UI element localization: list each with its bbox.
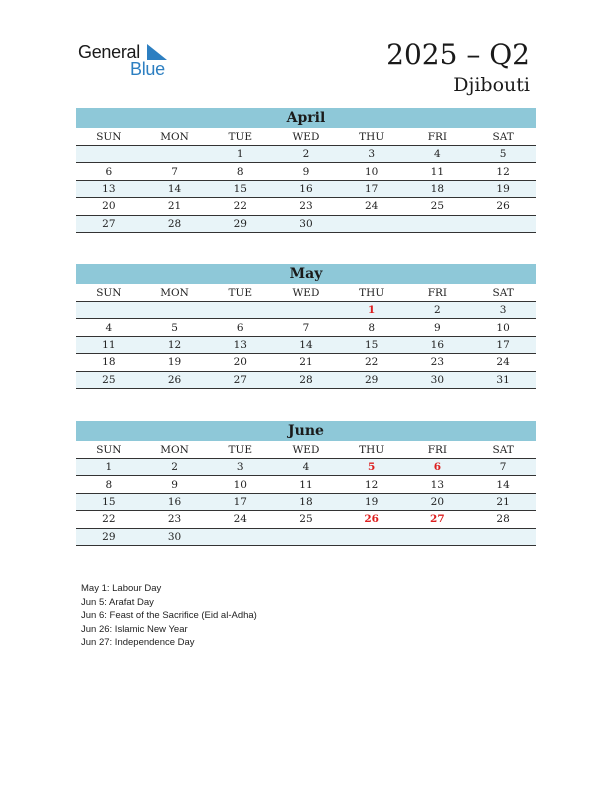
day-cell: 11 (405, 163, 471, 180)
weekday-header: SUN (76, 284, 142, 302)
day-cell: 30 (405, 371, 471, 388)
day-cell: 22 (76, 511, 142, 528)
weekday-header: TUE (207, 284, 273, 302)
day-cell: 18 (76, 354, 142, 371)
day-cell: 28 (470, 511, 536, 528)
day-cell: 14 (142, 180, 208, 197)
day-cell: 14 (470, 476, 536, 493)
day-cell: 8 (207, 163, 273, 180)
week-row (76, 198, 536, 215)
calendar-table (76, 284, 536, 389)
month-april (76, 108, 536, 233)
day-cell: 10 (470, 319, 536, 336)
day-cell: 1 (339, 302, 405, 319)
weekday-header: MON (142, 441, 208, 459)
holiday-note: May 1: Labour Day (81, 583, 162, 594)
empty-day-cell (339, 528, 405, 545)
day-cell: 12 (470, 163, 536, 180)
day-cell: 28 (142, 215, 208, 232)
day-cell: 6 (405, 459, 471, 476)
day-cell: 30 (273, 215, 339, 232)
holiday-note: Jun 27: Independence Day (81, 637, 195, 649)
empty-day-cell (405, 528, 471, 545)
calendar-table (76, 441, 536, 546)
weekday-header: THU (339, 284, 405, 302)
week-row (76, 476, 536, 493)
month-title: April (76, 108, 536, 128)
weekday-header: TUE (207, 441, 273, 459)
day-cell: 16 (273, 180, 339, 197)
day-cell: 21 (470, 493, 536, 510)
weeks (76, 146, 536, 233)
day-cell: 5 (470, 146, 536, 163)
day-cell: 11 (273, 476, 339, 493)
day-cell: 1 (76, 459, 142, 476)
day-cell: 1 (207, 146, 273, 163)
day-cell: 24 (339, 198, 405, 215)
empty-day-cell (339, 215, 405, 232)
day-cell: 21 (273, 354, 339, 371)
day-cell: 27 (76, 215, 142, 232)
day-cell: 15 (207, 180, 273, 197)
empty-day-cell (273, 528, 339, 545)
day-cell: 24 (470, 354, 536, 371)
week-row (76, 511, 536, 528)
week-row (76, 215, 536, 232)
day-cell: 4 (76, 319, 142, 336)
logo-general-text: General (78, 42, 140, 62)
day-cell: 26 (339, 511, 405, 528)
day-cell: 23 (405, 354, 471, 371)
empty-day-cell (470, 528, 536, 545)
empty-day-cell (273, 302, 339, 319)
day-cell: 25 (76, 371, 142, 388)
day-cell: 14 (273, 336, 339, 353)
day-cell: 24 (207, 511, 273, 528)
generalblue-logo (78, 40, 178, 80)
day-cell: 9 (273, 163, 339, 180)
day-cell: 19 (142, 354, 208, 371)
day-cell: 30 (142, 528, 208, 545)
day-cell: 19 (339, 493, 405, 510)
month-title: June (76, 421, 536, 441)
day-cell: 29 (76, 528, 142, 545)
day-cell: 22 (339, 354, 405, 371)
day-cell: 19 (470, 180, 536, 197)
day-cell: 15 (339, 336, 405, 353)
day-cell: 28 (273, 371, 339, 388)
day-cell: 29 (339, 371, 405, 388)
day-cell: 7 (142, 163, 208, 180)
day-cell: 23 (273, 198, 339, 215)
day-cell: 12 (339, 476, 405, 493)
day-cell: 6 (207, 319, 273, 336)
day-cell: 13 (207, 336, 273, 353)
week-row (76, 528, 536, 545)
day-cell: 7 (273, 319, 339, 336)
day-cell: 25 (405, 198, 471, 215)
day-cell: 4 (273, 459, 339, 476)
weeks (76, 459, 536, 546)
day-cell: 10 (207, 476, 273, 493)
empty-day-cell (405, 215, 471, 232)
month-may (76, 264, 536, 389)
day-cell: 15 (76, 493, 142, 510)
day-cell: 2 (405, 302, 471, 319)
week-row (76, 319, 536, 336)
weekday-header: WED (273, 441, 339, 459)
weekday-row (76, 441, 536, 459)
week-row (76, 493, 536, 510)
empty-day-cell (470, 215, 536, 232)
day-cell: 8 (76, 476, 142, 493)
weekday-header: MON (142, 128, 208, 146)
weekday-row (76, 284, 536, 302)
day-cell: 3 (207, 459, 273, 476)
weekday-header: SUN (76, 128, 142, 146)
day-cell: 10 (339, 163, 405, 180)
day-cell: 31 (470, 371, 536, 388)
day-cell: 13 (76, 180, 142, 197)
weekday-header: SAT (470, 128, 536, 146)
day-cell: 5 (142, 319, 208, 336)
week-row (76, 146, 536, 163)
week-row (76, 371, 536, 388)
weekday-header: WED (273, 128, 339, 146)
day-cell: 18 (405, 180, 471, 197)
holiday-note: Jun 5: Arafat Day (81, 596, 154, 608)
day-cell: 20 (76, 198, 142, 215)
day-cell: 18 (273, 493, 339, 510)
empty-day-cell (142, 302, 208, 319)
day-cell: 17 (470, 336, 536, 353)
day-cell: 20 (405, 493, 471, 510)
day-cell: 13 (405, 476, 471, 493)
weekday-header: THU (339, 441, 405, 459)
day-cell: 16 (405, 336, 471, 353)
day-cell: 5 (339, 459, 405, 476)
day-cell: 2 (273, 146, 339, 163)
calendar-table (76, 128, 536, 233)
day-cell: 16 (142, 493, 208, 510)
month-title: May (76, 264, 536, 284)
logo-blue-text: Blue (130, 59, 165, 79)
day-cell: 6 (76, 163, 142, 180)
holiday-note: Jun 6: Feast of the Sacrifice (Eid al-Adha) (81, 610, 257, 622)
month-june (76, 421, 536, 546)
day-cell: 12 (142, 336, 208, 353)
week-row (76, 354, 536, 371)
day-cell: 21 (142, 198, 208, 215)
day-cell: 22 (207, 198, 273, 215)
weekday-header: SUN (76, 441, 142, 459)
day-cell: 7 (470, 459, 536, 476)
country-name: Djibouti (453, 74, 530, 96)
week-row (76, 459, 536, 476)
empty-day-cell (76, 302, 142, 319)
day-cell: 20 (207, 354, 273, 371)
weeks (76, 302, 536, 389)
week-row (76, 180, 536, 197)
empty-day-cell (207, 302, 273, 319)
week-row (76, 336, 536, 353)
day-cell: 9 (405, 319, 471, 336)
day-cell: 27 (207, 371, 273, 388)
weekday-header: TUE (207, 128, 273, 146)
weekday-header: SAT (470, 284, 536, 302)
empty-day-cell (207, 528, 273, 545)
empty-day-cell (76, 146, 142, 163)
week-row (76, 302, 536, 319)
day-cell: 9 (142, 476, 208, 493)
day-cell: 26 (470, 198, 536, 215)
day-cell: 3 (339, 146, 405, 163)
day-cell: 26 (142, 371, 208, 388)
day-cell: 29 (207, 215, 273, 232)
weekday-header: WED (273, 284, 339, 302)
week-row (76, 163, 536, 180)
day-cell: 11 (76, 336, 142, 353)
day-cell: 8 (339, 319, 405, 336)
empty-day-cell (142, 146, 208, 163)
weekday-header: FRI (405, 284, 471, 302)
weekday-header: SAT (470, 441, 536, 459)
holiday-notes (81, 582, 257, 650)
weekday-row (76, 128, 536, 146)
day-cell: 23 (142, 511, 208, 528)
weekday-header: FRI (405, 128, 471, 146)
day-cell: 2 (142, 459, 208, 476)
day-cell: 4 (405, 146, 471, 163)
page-title: 2025 – Q2 (386, 38, 530, 71)
day-cell: 3 (470, 302, 536, 319)
day-cell: 27 (405, 511, 471, 528)
day-cell: 17 (339, 180, 405, 197)
day-cell: 25 (273, 511, 339, 528)
weekday-header: FRI (405, 441, 471, 459)
weekday-header: THU (339, 128, 405, 146)
day-cell: 17 (207, 493, 273, 510)
holiday-note: Jun 26: Islamic New Year (81, 623, 188, 635)
weekday-header: MON (142, 284, 208, 302)
